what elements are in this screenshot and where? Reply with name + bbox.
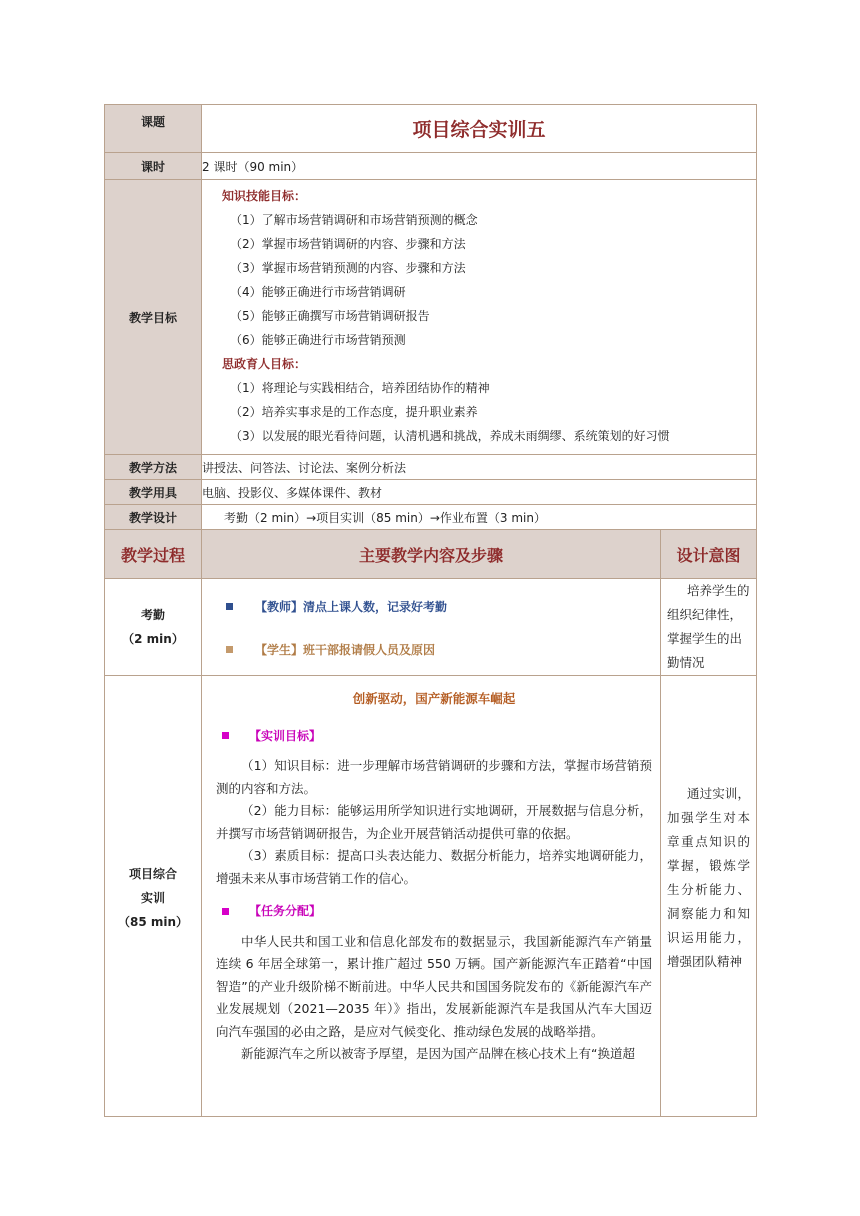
knowledge-item: （6）能够正确进行市场营销预测 — [230, 333, 406, 347]
content-col-header: 主要教学内容及步骤 — [202, 530, 661, 579]
process-col-header: 教学过程 — [105, 530, 202, 579]
lesson-plan-table — [104, 104, 757, 1117]
hours-label: 课时 — [105, 153, 202, 180]
ideology-item: （1）将理论与实践相结合，培养团结协作的精神 — [230, 381, 490, 395]
method-label: 教学方法 — [105, 455, 202, 480]
goals-section-heading — [214, 725, 652, 748]
teacher-step — [202, 596, 660, 615]
knowledge-item: （4）能够正确进行市场营销调研 — [230, 285, 406, 299]
knowledge-item: （2）掌握市场营销调研的内容、步骤和方法 — [230, 237, 466, 251]
teacher-step-text: 【教师】清点上课人数，记录好考勤 — [255, 600, 448, 614]
square-bullet-icon — [222, 732, 229, 739]
tools-value: 电脑、投影仪、多媒体课件、教材 — [202, 480, 757, 505]
row-goals — [105, 180, 757, 455]
attendance-content — [202, 579, 661, 676]
attendance-label-line1: 考勤 — [140, 608, 165, 622]
topic-title: 项目综合实训五 — [202, 105, 757, 153]
attendance-label-line2: （2 min） — [122, 632, 184, 646]
goals-content — [202, 180, 757, 455]
knowledge-item: （3）掌握市场营销预测的内容、步骤和方法 — [230, 261, 466, 275]
training-goal-2: （2）能力目标：能够运用所学知识进行实地调研，开展数据与信息分析，并撰写市场营销调研报告，为企业开展营销活动提供可靠的依据。 — [216, 803, 652, 841]
knowledge-heading: 知识技能目标： — [222, 189, 307, 203]
knowledge-item: （1）了解市场营销调研和市场营销预测的概念 — [230, 213, 478, 227]
attendance-intent-cell — [661, 579, 757, 676]
attendance-label — [105, 579, 202, 676]
training-label-line1: 项目综合 — [128, 867, 177, 881]
row-design — [105, 505, 757, 530]
ideology-heading: 思政育人目标： — [222, 357, 307, 371]
tools-label: 教学用具 — [105, 480, 202, 505]
lesson-plan — [104, 104, 756, 1117]
training-subtitle: 创新驱动，国产新能源车崛起 — [352, 691, 516, 706]
row-attendance — [105, 579, 757, 676]
training-goals-heading: 【实训目标】 — [249, 728, 322, 743]
ideology-item: （3）以发展的眼光看待问题，认清机遇和挑战，养成未雨绸缪、系统策划的好习惯 — [230, 429, 670, 443]
training-intent: 通过实训，加强学生对本章重点知识的掌握，锻炼学生分析能力、洞察能力和知识运用能力，增强团队精神 — [667, 786, 751, 969]
attendance-intent: 培养学生的组织纪律性，掌握学生的出勤情况 — [667, 583, 750, 670]
square-bullet-icon — [226, 603, 233, 610]
student-step-text: 【学生】班干部报请假人员及原因 — [255, 643, 436, 657]
square-bullet-icon — [226, 646, 233, 653]
row-topic — [105, 105, 757, 153]
goals-label: 教学目标 — [105, 180, 202, 455]
task-heading: 【任务分配】 — [249, 904, 322, 918]
design-value: 考勤（2 min）→项目实训（85 min）→作业布置（3 min） — [202, 505, 757, 530]
intent-col-header: 设计意图 — [661, 530, 757, 579]
square-bullet-icon — [222, 908, 229, 915]
task-paragraph-2: 新能源汽车之所以被寄予厚望，是因为国产品牌在核心技术上有“换道超 — [241, 1046, 635, 1061]
row-hours — [105, 153, 757, 180]
knowledge-item: （5）能够正确撰写市场营销调研报告 — [230, 309, 430, 323]
training-goal-3: （3）素质目标：提高口头表达能力、数据分析能力，培养实地调研能力，增强未来从事市场营销工作的信心。 — [216, 848, 652, 886]
training-label-line2: 实训 — [140, 891, 165, 905]
student-step — [202, 639, 660, 658]
task-paragraph-1: 中华人民共和国工业和信息化部发布的数据显示，我国新能源汽车产销量连续 6 年居全球第一，累计推广超过 550 万辆。国产新能源汽车正踏着“中国智造”的产业升级阶梯不断前进。中华人民共和国国务院发布的《新能源汽车产业发展规划（2021—2035 年）》指出，发展新能源汽车是我国从汽车大国迈向汽车强国的必由之路，是应对气候变化、推动绿色发展的战略举措。 — [216, 933, 652, 1039]
design-label: 教学设计 — [105, 505, 202, 530]
task-section-heading — [214, 900, 652, 923]
method-value: 讲授法、问答法、讨论法、案例分析法 — [202, 455, 757, 480]
row-tools — [105, 480, 757, 505]
hours-value: 2 课时（90 min） — [202, 153, 757, 180]
topic-label: 课题 — [105, 105, 202, 153]
row-method — [105, 455, 757, 480]
process-header-row — [105, 530, 757, 579]
training-label-line3: （85 min） — [117, 915, 189, 929]
training-content — [202, 676, 661, 1117]
row-training — [105, 676, 757, 1117]
ideology-item: （2）培养实事求是的工作态度，提升职业素养 — [230, 405, 478, 419]
training-label — [105, 676, 202, 1117]
training-intent-cell — [661, 676, 757, 1117]
training-goal-1: （1）知识目标：进一步理解市场营销调研的步骤和方法，掌握市场营销预测的内容和方法。 — [216, 758, 652, 796]
